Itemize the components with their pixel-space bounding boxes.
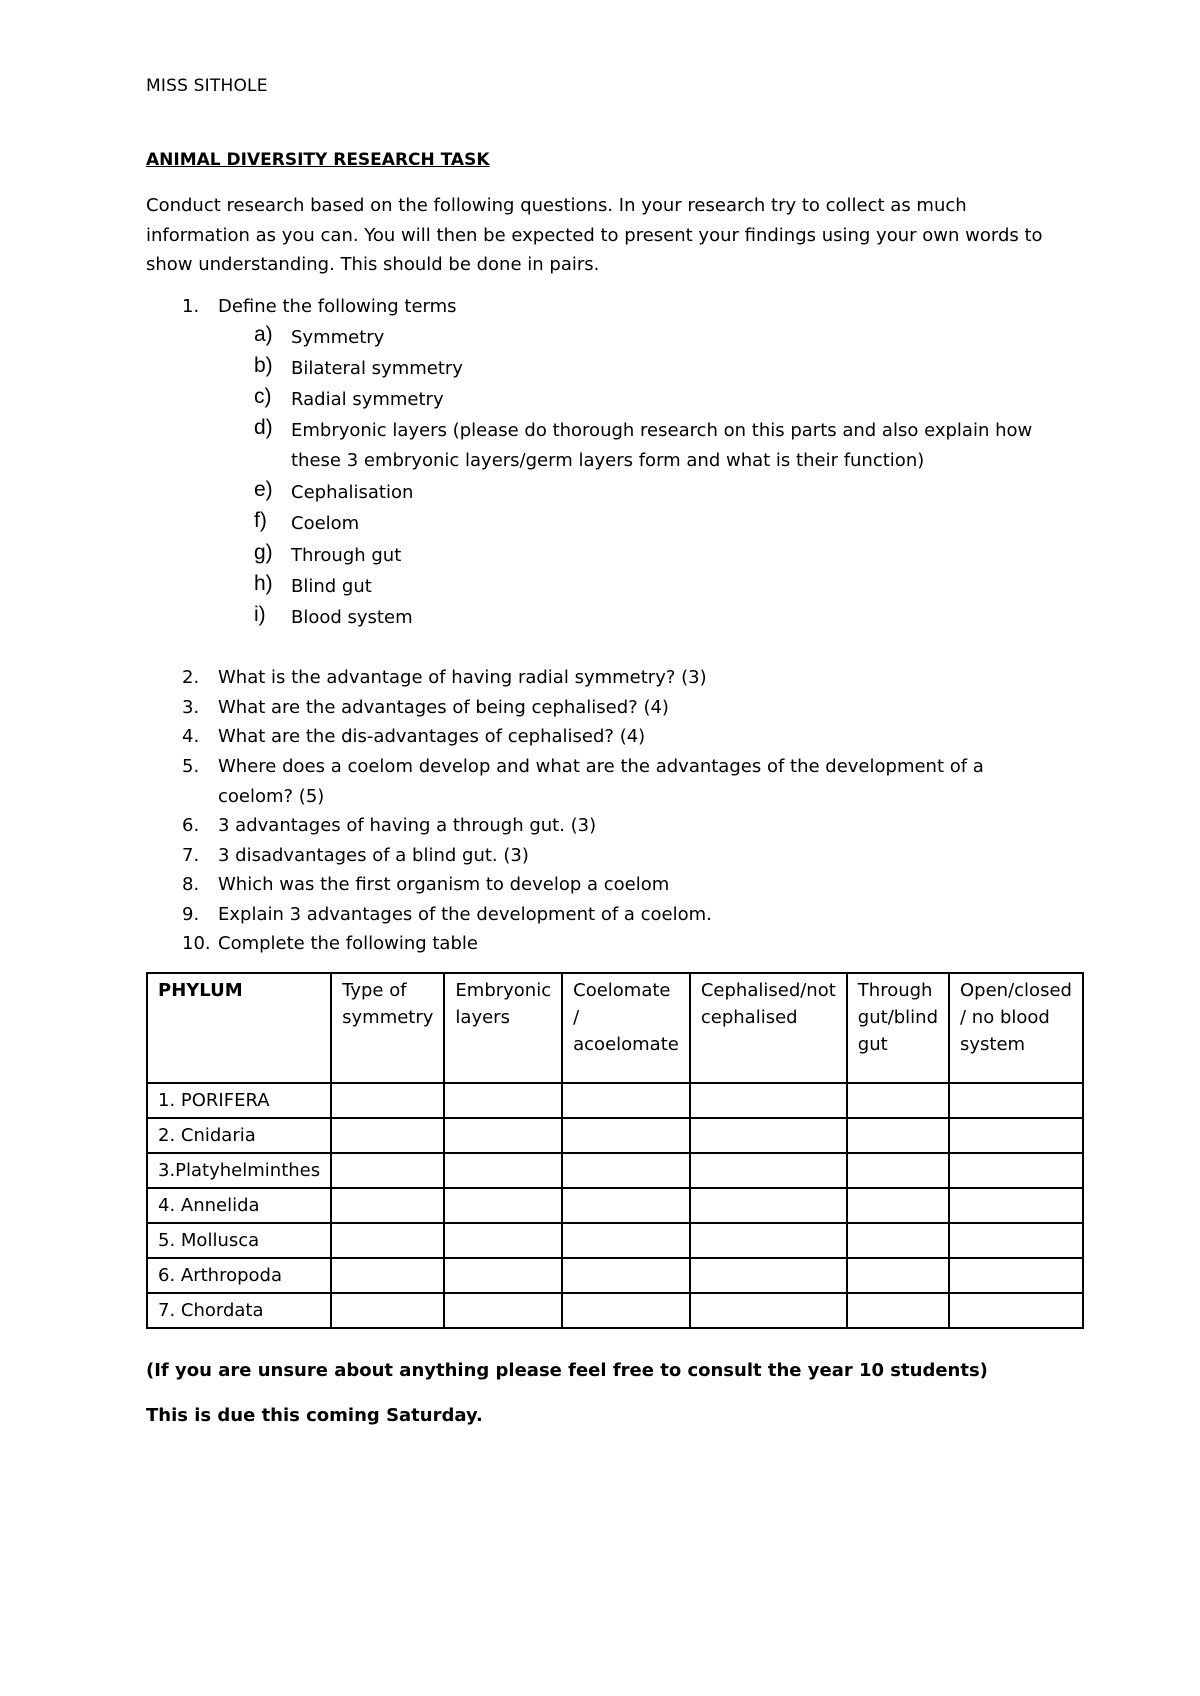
answer-cell <box>562 1258 690 1293</box>
question-number: 2. <box>182 667 200 688</box>
table-header: Open/closed / no blood system <box>949 973 1083 1083</box>
answer-cell <box>690 1223 847 1258</box>
question-text: What are the dis-advantages of cephalised? (4) <box>218 726 646 747</box>
answer-cell <box>444 1188 562 1223</box>
intro-paragraph: Conduct research based on the following questions. In your research try to collect as much information as you can. You will then be expected to present your findings using your own words to show understanding. This should be done in pairs. <box>146 195 1043 275</box>
answer-cell <box>847 1118 949 1153</box>
answer-cell <box>847 1083 949 1118</box>
answer-cell <box>949 1258 1083 1293</box>
answer-cell <box>331 1153 444 1188</box>
answer-cell <box>331 1223 444 1258</box>
due-date-note: This is due this coming Saturday. <box>146 1405 483 1426</box>
table-row <box>147 1188 1083 1223</box>
term-text: Embryonic layers (please do thorough research on this parts and also explain how <box>291 420 1033 441</box>
term-text: these 3 embryonic layers/germ layers form and what is their function) <box>291 450 925 471</box>
answer-cell <box>847 1258 949 1293</box>
term-letter: h) <box>254 572 273 595</box>
table-row <box>147 1293 1083 1328</box>
answer-cell <box>444 1223 562 1258</box>
question-1 <box>182 296 457 317</box>
phylum-cell: 4. Annelida <box>147 1188 331 1223</box>
question-text: What is the advantage of having radial symmetry? (3) <box>218 667 707 688</box>
question-number: 7. <box>182 845 200 866</box>
answer-cell <box>331 1258 444 1293</box>
term-letter: g) <box>254 541 273 564</box>
question-text: What are the advantages of being cephalised? (4) <box>218 697 669 718</box>
answer-cell <box>331 1083 444 1118</box>
question-text: Complete the following table <box>218 933 478 954</box>
question-text: coelom? (5) <box>218 786 325 807</box>
answer-cell <box>690 1188 847 1223</box>
table-row <box>147 1223 1083 1258</box>
answer-cell <box>690 1258 847 1293</box>
answer-cell <box>562 1188 690 1223</box>
table-header: PHYLUM <box>147 973 331 1083</box>
question-text: 3 advantages of having a through gut. (3) <box>218 815 597 836</box>
term-text: Through gut <box>291 545 402 566</box>
phylum-cell: 1. PORIFERA <box>147 1083 331 1118</box>
answer-cell <box>331 1293 444 1328</box>
term-letter: d) <box>254 416 273 439</box>
question-number: 6. <box>182 815 200 836</box>
answer-cell <box>444 1083 562 1118</box>
question-text: Define the following terms <box>218 296 457 317</box>
answer-cell <box>949 1083 1083 1118</box>
term-text: Cephalisation <box>291 482 414 503</box>
term-letter: b) <box>254 354 273 377</box>
term-letter: c) <box>254 385 272 408</box>
answer-cell <box>690 1083 847 1118</box>
phylum-cell: 3.Platyhelminthes <box>147 1153 331 1188</box>
table-row <box>147 1118 1083 1153</box>
phylum-cell: 7. Chordata <box>147 1293 331 1328</box>
author-name: MISS SITHOLE <box>146 76 268 96</box>
question-number: 10. <box>182 933 211 954</box>
answer-cell <box>690 1118 847 1153</box>
page-title: ANIMAL DIVERSITY RESEARCH TASK <box>146 150 490 170</box>
question-number: 9. <box>182 904 200 925</box>
answer-cell <box>847 1293 949 1328</box>
question-number: 8. <box>182 874 200 895</box>
answer-cell <box>444 1293 562 1328</box>
answer-cell <box>444 1258 562 1293</box>
answer-cell <box>562 1223 690 1258</box>
answer-cell <box>562 1083 690 1118</box>
answer-cell <box>847 1188 949 1223</box>
question-text: Where does a coelom develop and what are the advantages of the development of a <box>218 756 984 777</box>
answer-cell <box>331 1118 444 1153</box>
answer-cell <box>562 1293 690 1328</box>
table-header: Type of symmetry <box>331 973 444 1083</box>
question-number: 5. <box>182 756 200 777</box>
phylum-cell: 5. Mollusca <box>147 1223 331 1258</box>
answer-cell <box>444 1118 562 1153</box>
answer-cell <box>562 1118 690 1153</box>
answer-cell <box>949 1223 1083 1258</box>
term-letter: e) <box>254 478 273 501</box>
term-text: Radial symmetry <box>291 389 444 410</box>
footer-note: (If you are unsure about anything please feel free to consult the year 10 students) <box>146 1360 988 1381</box>
term-text: Blind gut <box>291 576 372 597</box>
phylum-cell: 6. Arthropoda <box>147 1258 331 1293</box>
question-number: 1. <box>182 296 200 317</box>
question-number: 4. <box>182 726 200 747</box>
answer-cell <box>949 1153 1083 1188</box>
answer-cell <box>847 1153 949 1188</box>
term-letter: i) <box>254 603 266 626</box>
answer-cell <box>690 1153 847 1188</box>
question-text: 3 disadvantages of a blind gut. (3) <box>218 845 529 866</box>
table-header: Through gut/blind gut <box>847 973 949 1083</box>
table-header: Cephalised/not cephalised <box>690 973 847 1083</box>
table-row <box>147 1153 1083 1188</box>
answer-cell <box>949 1293 1083 1328</box>
term-letter: f) <box>254 509 267 532</box>
phylum-cell: 2. Cnidaria <box>147 1118 331 1153</box>
answer-cell <box>444 1153 562 1188</box>
answer-cell <box>690 1293 847 1328</box>
answer-cell <box>949 1188 1083 1223</box>
table-header-row <box>147 973 1083 1083</box>
question-number: 3. <box>182 697 200 718</box>
term-text: Blood system <box>291 607 413 628</box>
answer-cell <box>949 1118 1083 1153</box>
phylum-table <box>146 972 1084 1329</box>
term-text: Symmetry <box>291 327 385 348</box>
table-header: Embryonic layers <box>444 973 562 1083</box>
table-row <box>147 1083 1083 1118</box>
table-row <box>147 1258 1083 1293</box>
answer-cell <box>331 1188 444 1223</box>
answer-cell <box>562 1153 690 1188</box>
table-header: Coelomate / acoelomate <box>562 973 690 1083</box>
term-text: Bilateral symmetry <box>291 358 463 379</box>
term-text: Coelom <box>291 513 360 534</box>
answer-cell <box>847 1223 949 1258</box>
term-letter: a) <box>254 323 273 346</box>
question-text: Explain 3 advantages of the development of a coelom. <box>218 904 712 925</box>
question-text: Which was the first organism to develop a coelom <box>218 874 670 895</box>
